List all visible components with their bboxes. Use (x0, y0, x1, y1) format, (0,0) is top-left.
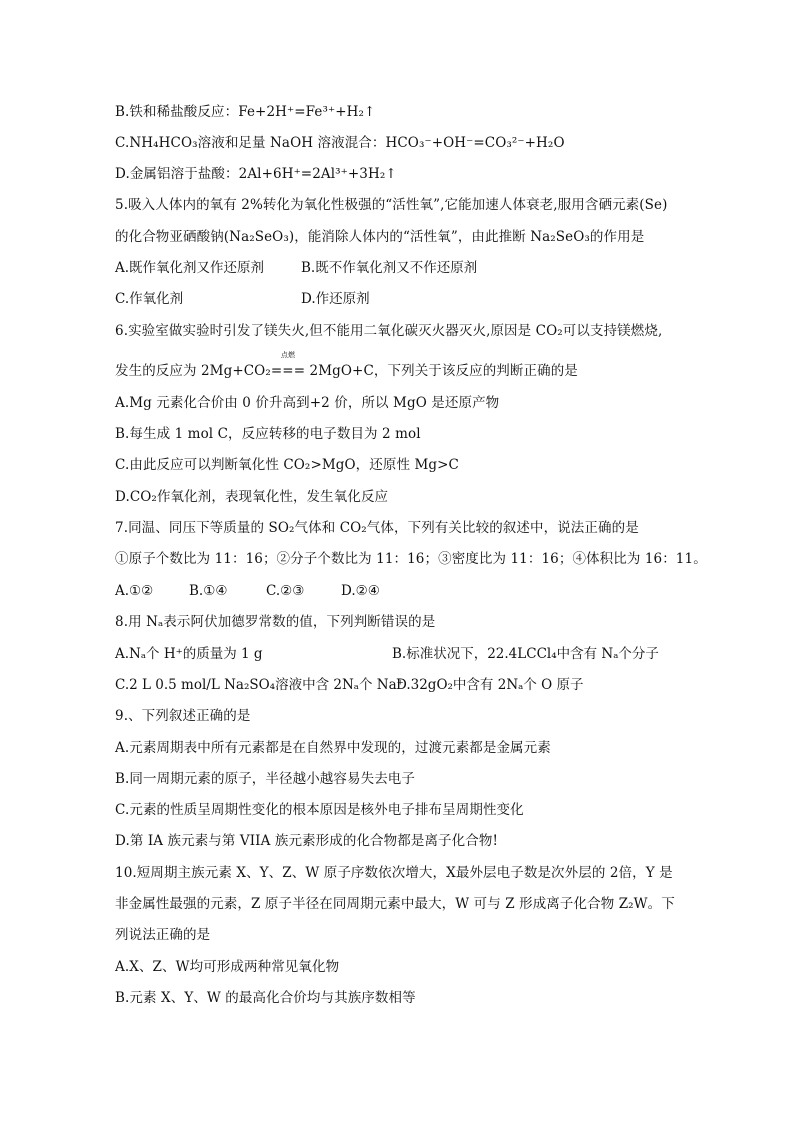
q4-option-d: D.金属铝溶于盐酸：2Al+6H⁺=2Al³⁺+3H₂↑ (115, 166, 397, 182)
q10-stem-line3: 列说法正确的是 (115, 927, 211, 943)
q5-option-b: B.既不作氧化剂又不作还原剂 (301, 260, 478, 276)
q9-option-d: D.第 IA 族元素与第 VIIA 族元素形成的化合物都是离子化合物! (115, 833, 498, 849)
q7-statements: ①原子个数比为 11：16；②分子个数比为 11：16；③密度比为 11：16；④体积比为 16：11。 (115, 551, 707, 567)
q5-option-c: C.作氧化剂 (115, 291, 184, 307)
q6-option-a: A.Mg 元素化合价由 0 价升高到+2 价，所以 MgO 是还原产物 (115, 395, 500, 411)
q6-option-c: C.由此反应可以判断氧化性 CO₂>MgO，还原性 Mg>C (115, 457, 459, 473)
q7-option-a: A.①② (115, 583, 154, 599)
q6-option-b: B.每生成 1 mol C，反应转移的电子数目为 2 mol (115, 426, 421, 442)
q5-option-d: D.作还原剂 (301, 291, 370, 307)
q8-option-c: C.2 L 0.5 mol/L Na₂SO₄溶液中含 2Nₐ个 Na⁺ (115, 677, 404, 693)
q5-option-a: A.既作氧化剂又作还原剂 (115, 260, 265, 276)
q9-option-a: A.元素周期表中所有元素都是在自然界中发现的，过渡元素都是金属元素 (115, 740, 551, 756)
reaction-equals: === (270, 363, 306, 379)
q8-option-d: D.32gO₂中含有 2Nₐ个 O 原子 (396, 677, 584, 693)
q4-option-c: C.NH₄HCO₃溶液和足量 NaOH 溶液混合：HCO₃⁻+OH⁻=CO₃²⁻+H₂O (115, 135, 565, 151)
q6-stem-line1: 6.实验室做实验时引发了镁失火,但不能用二氧化碳灭火器灭火,原因是 CO₂可以支持镁燃烧, (115, 323, 663, 339)
q7-stem: 7.同温、同压下等质量的 SO₂气体和 CO₂气体，下列有关比较的叙述中，说法正确的是 (115, 520, 639, 536)
reaction-condition: 点燃 (280, 351, 296, 359)
q5-stem-line1: 5.吸入人体内的氧有 2%转化为氧化性极强的“活性氧”,它能加速人体衰老,服用含硒元素(Se) (115, 197, 668, 213)
q7-option-c: C.②③ (266, 583, 305, 599)
q8-option-b: B.标准状况下，22.4LCCl₄中含有 Nₐ个分子 (392, 646, 659, 662)
q8-stem: 8.用 Nₐ表示阿伏加德罗常数的值，下列判断错误的是 (115, 614, 436, 630)
q6-equation-left: 发生的反应为 2Mg+CO₂ (115, 363, 271, 379)
q6-stem-line2 (115, 351, 578, 380)
q9-option-b: B.同一周期元素的原子，半径越小越容易失去电子 (115, 771, 416, 787)
reaction-arrow (270, 351, 306, 380)
q4-option-b: B.铁和稀盐酸反应：Fe+2H⁺=Fe³⁺+H₂↑ (115, 104, 376, 120)
q6-option-d: D.CO₂作氧化剂，表现氧化性，发生氧化反应 (115, 489, 389, 505)
q10-stem-line1: 10.短周期主族元素 X、Y、Z、W 原子序数依次增大，X最外层电子数是次外层的 2倍，Y 是 (115, 865, 673, 881)
q10-option-a: A.X、Z、W均可形成两种常见氧化物 (115, 959, 340, 975)
q6-equation-right: 2MgO+C，下列关于该反应的判断正确的是 (309, 363, 578, 379)
q5-stem-line2: 的化合物亚硒酸钠(Na₂SeO₃)，能消除人体内的“活性氧”，由此推断 Na₂SeO₃的作用是 (115, 229, 645, 245)
q8-option-a: A.Nₐ个 H⁺的质量为 1 g (115, 646, 263, 662)
q9-stem: 9.、下列叙述正确的是 (115, 708, 251, 724)
q9-option-c: C.元素的性质呈周期性变化的根本原因是核外电子排布呈周期性变化 (115, 802, 524, 818)
q7-option-d: D.②④ (341, 583, 380, 599)
q10-option-b: B.元素 X、Y、W 的最高化合价均与其族序数相等 (115, 990, 416, 1006)
q7-option-b: B.①④ (189, 583, 228, 599)
q10-stem-line2: 非金属性最强的元素，Z 原子半径在同周期元素中最大，W 可与 Z 形成离子化合物 Z₂W。下 (115, 896, 675, 912)
